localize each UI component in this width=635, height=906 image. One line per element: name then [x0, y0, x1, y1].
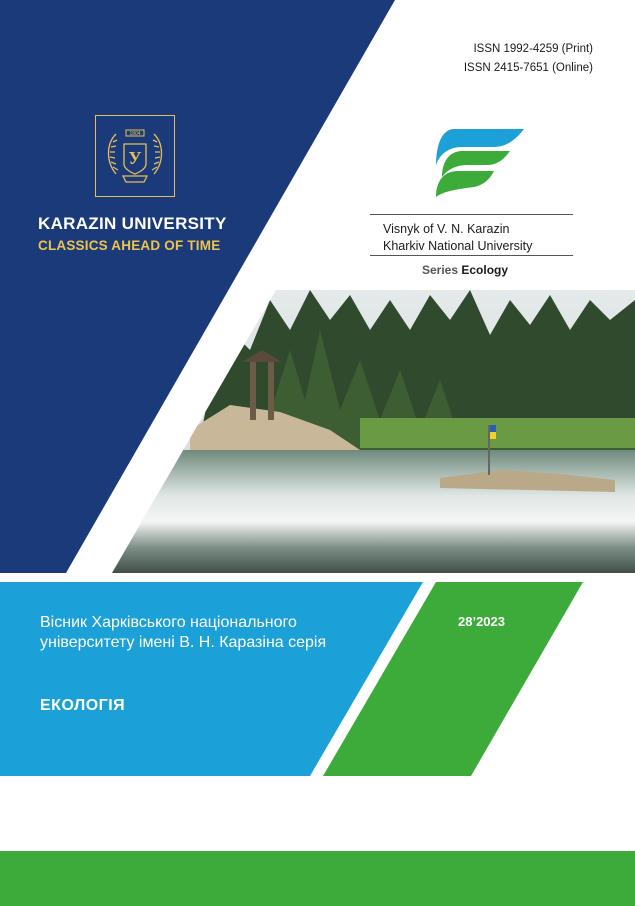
journal-rule-top — [370, 214, 573, 215]
emblem-letter: У — [128, 148, 142, 168]
university-slogan: CLASSICS AHEAD OF TIME — [38, 238, 221, 253]
university-name: KARAZIN UNIVERSITY — [38, 214, 227, 233]
issn-block — [464, 40, 593, 78]
journal-rule-bottom — [370, 255, 573, 256]
ukrainian-title: Вісник Харківського національного університету імені В. Н. Каразіна серія — [40, 614, 327, 651]
journal-name-line2: Kharkiv National University — [383, 239, 533, 253]
journal-name — [383, 221, 532, 255]
issn-print: ISSN 1992-4259 (Print) — [473, 43, 593, 55]
issn-online: ISSN 2415-7651 (Online) — [463, 62, 593, 74]
journal-logo-icon — [432, 125, 526, 197]
issue-number: 28’2023 — [458, 614, 505, 629]
series-name: Ecology — [461, 263, 509, 277]
bottom-green-bar — [0, 851, 635, 906]
journal-name-line1: Visnyk of V. N. Karazin — [383, 222, 510, 236]
journal-series — [422, 263, 508, 277]
series-prefix: Series — [422, 263, 459, 277]
ukrainian-series: ЕКОЛОГІЯ — [40, 697, 126, 714]
emblem-year: 1804 — [129, 131, 141, 137]
crest-icon — [96, 116, 174, 196]
university-emblem — [95, 115, 175, 197]
